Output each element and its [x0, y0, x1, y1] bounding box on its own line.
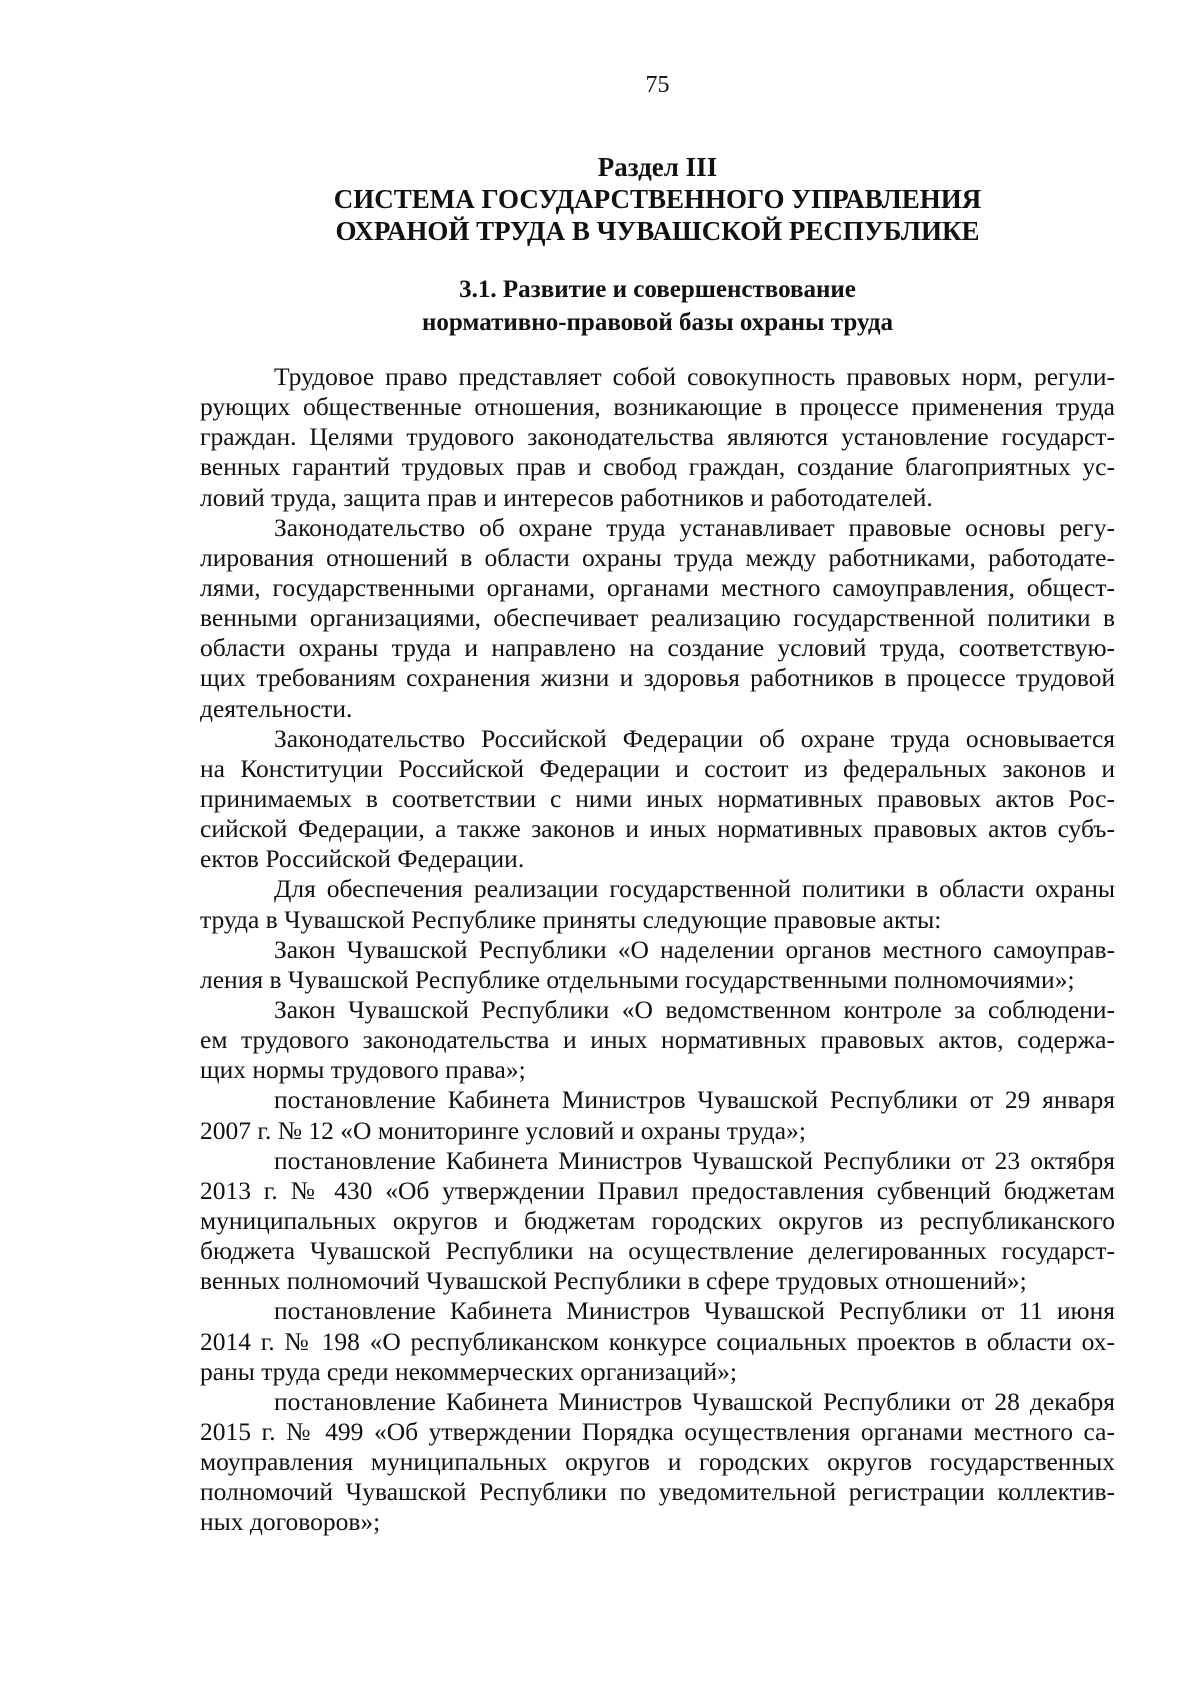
paragraph-line: венных полномочий Чувашской Республики в сфере трудовых отношений»;: [200, 1266, 1027, 1296]
paragraph: [200, 935, 1115, 995]
page-number: 75: [645, 72, 670, 98]
paragraph-line: принимаемых в соответствии с ними иных нормативных правовых актов Рос-: [200, 783, 1115, 813]
paragraph-line: лями, государственными органами, органами местного самоуправления, общест-: [200, 572, 1115, 602]
paragraph-line: ловий труда, защита прав и интересов работников и работодателей.: [200, 482, 933, 512]
paragraph-line: бюджета Чувашской Республики на осуществление делегированных государст-: [200, 1236, 1115, 1266]
paragraph-line: 2013 г. № 430 «Об утверждении Правил предоставления субвенций бюджетам: [200, 1175, 1115, 1205]
paragraph-line: венных гарантий трудовых прав и свобод граждан, создание благоприятных ус-: [200, 452, 1115, 482]
paragraph-line: на Конституции Российской Федерации и состоит из федеральных законов и: [200, 753, 1115, 783]
paragraph-line: области охраны труда и направлено на создание условий труда, соответствую-: [200, 633, 1115, 663]
paragraph-line: постановление Кабинета Министров Чувашской Республики от 23 октября: [274, 1145, 1115, 1175]
paragraph: [200, 1296, 1115, 1386]
paragraph-line: ных договоров»;: [200, 1507, 381, 1537]
paragraph-line: щих нормы трудового права»;: [200, 1055, 526, 1085]
subsection-title-line-1: 3.1. Развитие и совершенствование: [459, 276, 856, 303]
paragraph: [200, 724, 1115, 875]
paragraph-line: моуправления муниципальных округов и городских округов государственных: [200, 1447, 1115, 1477]
paragraph: [200, 513, 1115, 724]
paragraph-line: Для обеспечения реализации государственной политики в области охраны: [274, 874, 1115, 904]
paragraph-line: рующих общественные отношения, возникающие в процессе применения труда: [200, 392, 1115, 422]
section-label: Раздел III: [597, 152, 718, 182]
paragraph-line: Закон Чувашской Республики «О ведомственном контроле за соблюдени-: [274, 994, 1115, 1024]
paragraph-line: Закон Чувашской Республики «О наделении органов местного самоуправ-: [274, 934, 1115, 964]
section-title-line-1: СИСТЕМА ГОСУДАРСТВЕННОГО УПРАВЛЕНИЯ: [333, 184, 982, 214]
paragraph-line: постановление Кабинета Министров Чувашской Республики от 11 июня: [274, 1296, 1115, 1326]
subsection-heading: [200, 273, 1115, 339]
paragraph-line: венными организациями, обеспечивает реализацию государственной политики в: [200, 603, 1115, 633]
paragraph-line: постановление Кабинета Министров Чувашской Республики от 29 января: [274, 1085, 1115, 1115]
paragraph-line: лирования отношений в области охраны труда между работниками, работодате-: [200, 542, 1115, 572]
section-heading: [200, 151, 1115, 247]
paragraph-line: щих требованиям сохранения жизни и здоровья работников в процессе трудовой: [200, 663, 1115, 693]
paragraph-line: Законодательство об охране труда устанавливает правовые основы регу-: [274, 512, 1115, 542]
paragraph-line: деятельности.: [200, 693, 353, 723]
paragraph: [200, 1146, 1115, 1297]
paragraph-line: ем трудового законодательства и иных нормативных правовых актов, содержа-: [200, 1025, 1115, 1055]
section-title-line-2: ОХРАНОЙ ТРУДА В ЧУВАШСКОЙ РЕСПУБЛИКЕ: [335, 216, 980, 246]
paragraph-line: 2015 г. № 499 «Об утверждении Порядка осуществления органами местного са-: [200, 1416, 1115, 1446]
paragraph-line: граждан. Целями трудового законодательства являются установление государст-: [200, 422, 1115, 452]
paragraph-line: 2007 г. № 12 «О мониторинге условий и охраны труда»;: [200, 1115, 806, 1145]
paragraph-line: Законодательство Российской Федерации об охране труда основывается: [274, 723, 1115, 753]
subsection-title-line-2: нормативно-правовой базы охраны труда: [421, 309, 894, 336]
paragraph-line: Трудовое право представляет собой совокупность правовых норм, регули-: [274, 362, 1115, 391]
paragraph-line: ления в Чувашской Республике отдельными государственными полномочиями»;: [200, 964, 1075, 994]
paragraph: [200, 1387, 1115, 1538]
paragraph-line: раны труда среди некоммерческих организаций»;: [200, 1356, 737, 1386]
paragraph-line: полномочий Чувашской Республики по уведомительной регистрации коллектив-: [200, 1477, 1115, 1507]
paragraph-line: труда в Чувашской Республике приняты следующие правовые акты:: [200, 904, 942, 934]
paragraph-line: сийской Федерации, а также законов и иных нормативных правовых актов субъ-: [200, 814, 1115, 844]
paragraph-line: ектов Российской Федерации.: [200, 844, 525, 874]
paragraph-line: 2014 г. № 198 «О республиканском конкурсе социальных проектов в области ох-: [200, 1326, 1115, 1356]
paragraph: [200, 874, 1115, 934]
paragraph: [200, 1085, 1115, 1145]
body-text: [200, 362, 1115, 1537]
paragraph: [200, 995, 1115, 1085]
paragraph-line: муниципальных округов и бюджетам городских округов из республиканского: [200, 1205, 1115, 1235]
paragraph: [200, 362, 1115, 513]
paragraph-line: постановление Кабинета Министров Чувашской Республики от 28 декабря: [274, 1386, 1115, 1416]
